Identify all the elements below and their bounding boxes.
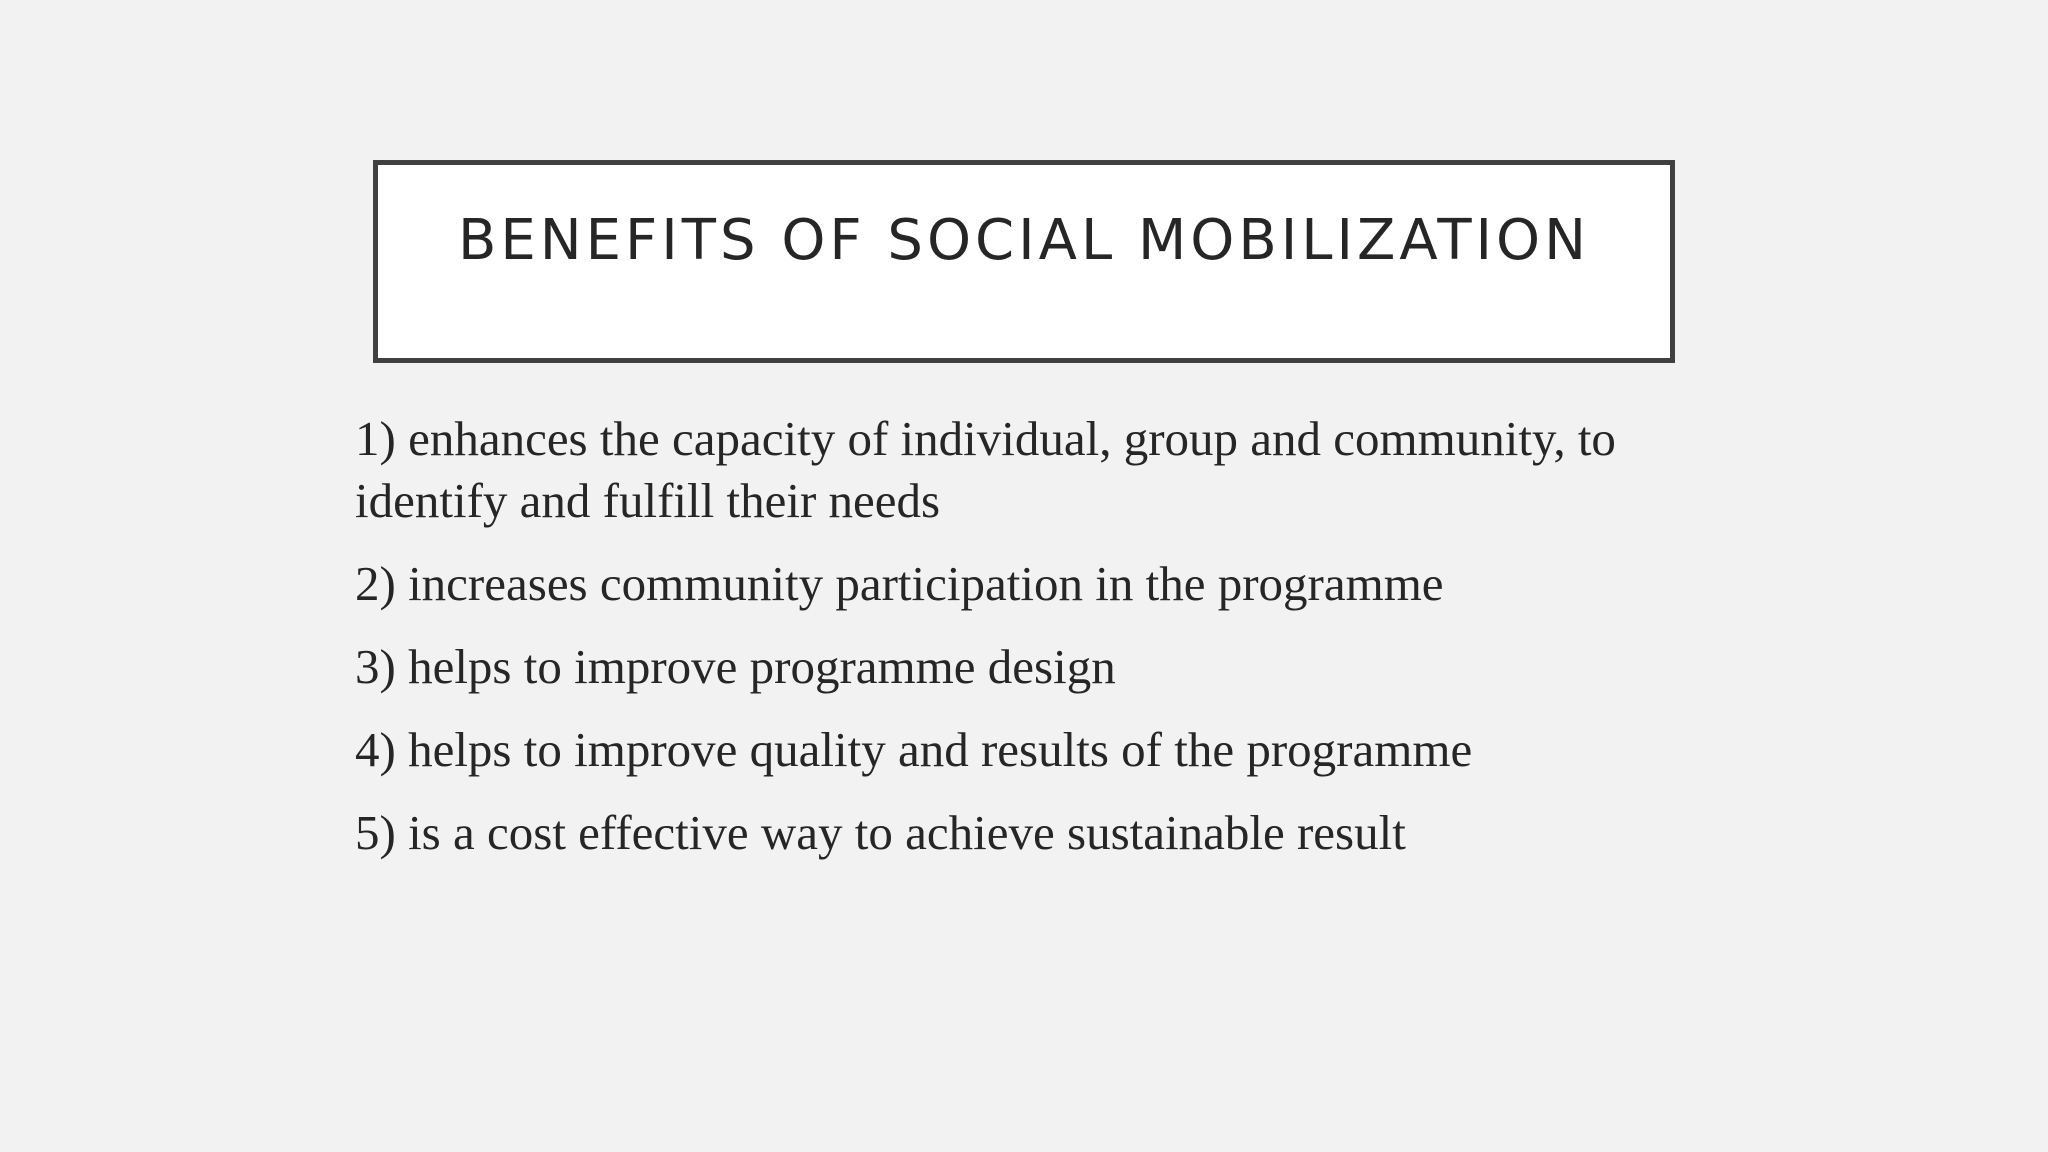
benefit-item-4: 4) helps to improve quality and results of the programme (355, 722, 1473, 777)
benefit-item-2: 2) increases community participation in the programme (355, 556, 1444, 611)
benefit-item-3: 3) helps to improve programme design (355, 639, 1116, 694)
benefit-item-5: 5) is a cost effective way to achieve sustainable result (355, 805, 1406, 860)
slide-title: BENEFITS OF SOCIAL MOBILIZATION (457, 208, 1591, 273)
title-box (373, 160, 1675, 363)
benefits-list (355, 408, 1685, 885)
benefit-item-1: 1) enhances the capacity of individual, group and community, to identify and fulfill their needs (355, 411, 1616, 528)
